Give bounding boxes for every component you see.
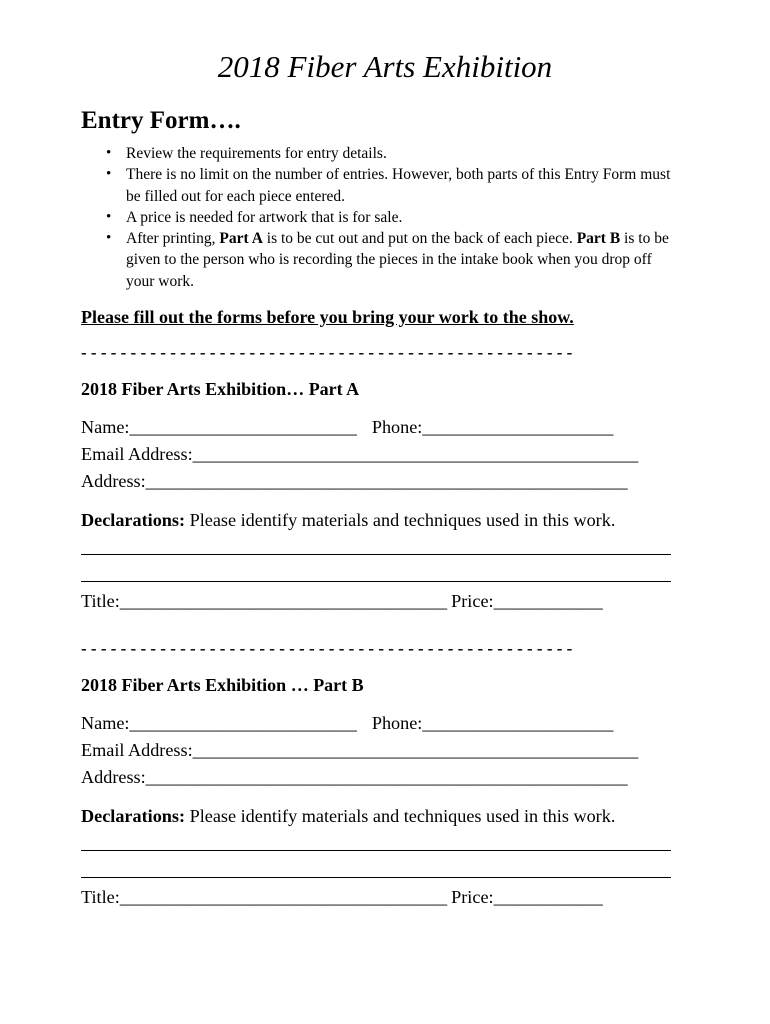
part-a-declarations-text: Please identify materials and techniques used in this work. [185, 510, 616, 530]
notice-text: Please fill out the forms before you bring your work to the show. [81, 307, 574, 327]
list-item-text: A price is needed for artwork that is for sale. [126, 208, 403, 226]
part-a-title-field[interactable]: Title:____________________________________ [81, 591, 448, 611]
part-b-declarations-line-1[interactable] [81, 850, 671, 851]
part-a-phone-field[interactable]: Phone:_____________________ [371, 417, 614, 437]
part-a-title-price-row [81, 590, 603, 612]
bullet-icon: • [106, 145, 112, 161]
list-item [81, 228, 681, 292]
list-item [81, 143, 681, 164]
part-b-label: Part B [576, 230, 621, 248]
part-b-title-price-row [81, 886, 603, 908]
list-item-text: There is no limit on the number of entries. However, both parts of this Entry Form must be filled out for each piece entered. [126, 166, 671, 205]
part-a-heading: 2018 Fiber Arts Exhibition… Part A [81, 379, 360, 399]
part-b-declarations-label: Declarations: [81, 806, 186, 826]
part-b-declarations-line-2[interactable] [81, 877, 671, 878]
entry-form-heading: Entry Form…. [81, 107, 241, 134]
instructions-list [81, 143, 681, 292]
part-b-heading: 2018 Fiber Arts Exhibition … Part B [81, 675, 364, 695]
list-item-text-after: is to be given to the person who is recording the pieces in the intake book when you drop off your work. [126, 230, 669, 290]
part-a-name-phone-row [81, 416, 613, 438]
page-title: 2018 Fiber Arts Exhibition [217, 49, 553, 84]
part-a-declarations-label: Declarations: [81, 510, 186, 530]
list-item-text-middle: is to be cut out and put on the back of each piece. [262, 230, 577, 248]
part-a-declarations [81, 509, 615, 531]
cut-line-a: - - - - - - - - - - - - - - - - - - - - - - - - - - - - - - - - - - - - - - - - - - - - - - - - - - [81, 343, 573, 362]
part-b-price-field[interactable]: Price:____________ [451, 887, 603, 907]
list-item [81, 207, 681, 228]
part-b-phone-field[interactable]: Phone:_____________________ [371, 713, 614, 733]
list-item-text: Review the requirements for entry details. [126, 145, 387, 162]
part-a-name-field[interactable]: Name:_________________________ [81, 417, 357, 437]
part-b-title-field[interactable]: Title:____________________________________ [81, 887, 448, 907]
part-a-declarations-line-1[interactable] [81, 554, 671, 555]
part-b-declarations-text: Please identify materials and techniques used in this work. [185, 806, 616, 826]
part-a-price-field[interactable]: Price:____________ [451, 591, 603, 611]
part-b-declarations [81, 805, 615, 827]
part-a-declarations-line-2[interactable] [81, 581, 671, 582]
list-item-text-before: After printing, [126, 230, 220, 248]
bullet-icon: • [106, 166, 112, 183]
part-a-address-field[interactable]: Address:_____________________________________________________ [81, 471, 628, 491]
bullet-icon: • [106, 230, 112, 247]
part-a-label: Part A [219, 230, 263, 248]
part-b-address-field[interactable]: Address:_____________________________________________________ [81, 767, 628, 787]
part-a-email-field[interactable]: Email Address:_________________________________________________ [81, 444, 639, 464]
cut-line-b: - - - - - - - - - - - - - - - - - - - - - - - - - - - - - - - - - - - - - - - - - - - - - - - - - - [81, 639, 573, 658]
part-b-email-field[interactable]: Email Address:_________________________________________________ [81, 740, 639, 760]
bullet-icon: • [106, 208, 112, 225]
part-b-name-field[interactable]: Name:_________________________ [81, 713, 357, 733]
part-b-name-phone-row [81, 712, 613, 734]
list-item [81, 164, 681, 207]
